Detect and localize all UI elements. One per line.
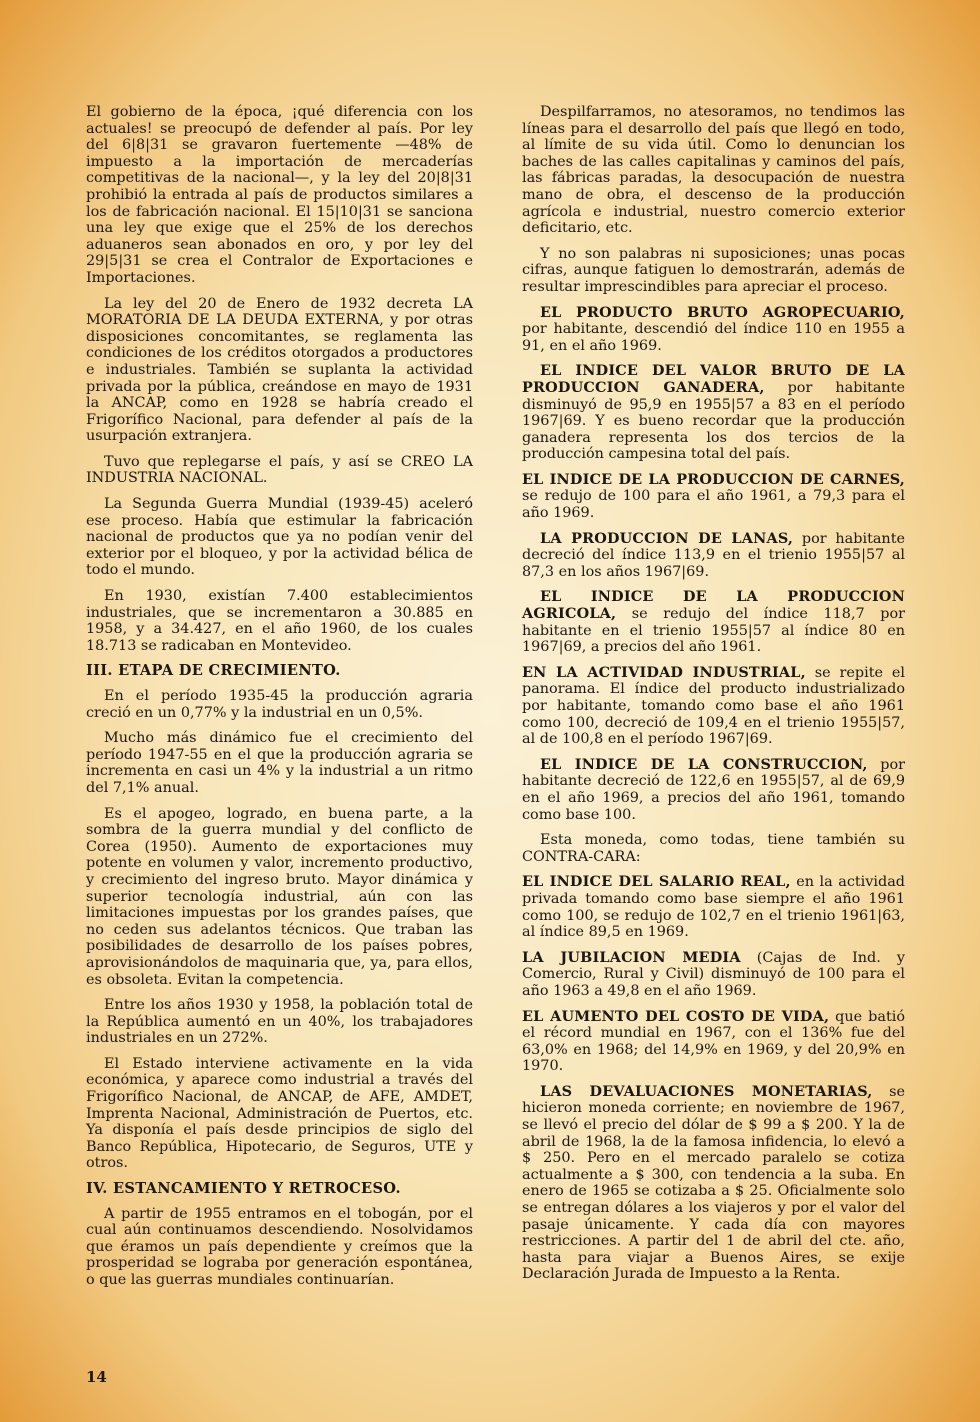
paragraph: El Estado interviene activamente en la vida económica, y aparece como industrial a través del Frigorífico Nacional, de ANCAP, de AFE, AMDET, Imprenta Nacional, Administración de Puertos, etc. Ya disponía el país desde principios de siglo del Banco República, Hipotecario, de Seguros, UTE y otros. bbox=[86, 1055, 473, 1172]
left-column bbox=[86, 104, 473, 1298]
paragraph bbox=[522, 950, 905, 1000]
paragraph: En el período 1935-45 la producción agraria creció en un 0,77% y la industrial en un 0,5%. bbox=[86, 688, 473, 721]
paragraph: La Segunda Guerra Mundial (1939-45) aceleró ese proceso. Había que estimular la fabricación nacional de productos que ya no podían venir del exterior por el bloqueo, y por la actividad bélica de todo el mundo. bbox=[86, 496, 473, 579]
paragraph: A partir de 1955 entramos en el tobogán, por el cual aún continuamos descendiendo. Nosolvidamos que éramos un país dependiente y creímos que la prosperidad se lograba por generación espontánea, o que las guerras mundiales continuarían. bbox=[86, 1205, 473, 1288]
bold-lead: LAS DEVALUACIONES MONETARIAS, bbox=[540, 1082, 873, 1100]
paragraph-text: por habitante decreció del índice 113,9 en el trienio 1955|57 al 87,3 en los años 1967|69. bbox=[522, 530, 905, 580]
paragraph: Y no son palabras ni suposiciones; unas pocas cifras, aunque fatiguen lo demostrarán, además de resultar imprescindibles para apreciar el proceso. bbox=[522, 245, 905, 295]
paragraph: Mucho más dinámico fue el crecimiento del período 1947-55 en el que la producción agraria se incrementa en casi un 4% y la industrial a un ritmo del 7,1% anual. bbox=[86, 730, 473, 796]
bold-lead: EL INDICE DEL VALOR BRUTO DE LA PRODUCCION GANADERA, bbox=[522, 362, 905, 396]
section-heading: IV. ESTANCAMIENTO Y RETROCESO. bbox=[86, 1180, 401, 1198]
bold-lead: EL AUMENTO DEL COSTO DE VIDA, bbox=[522, 1007, 830, 1025]
bold-lead: EL PRODUCTO BRUTO AGROPECUARIO, bbox=[540, 303, 905, 321]
paragraph bbox=[522, 589, 905, 655]
paragraph-text: que batió el récord mundial en 1967, con el 136% fue del 63,0% en 1968; del 14,9% en 1969, y del 20,9% en 1970. bbox=[522, 1008, 905, 1075]
paragraph-text: por habitante decreció de 122,6 en 1955|57, al de 69,9 en el año 1969, a precios del año 1961, tomando como base 100. bbox=[522, 756, 905, 823]
paragraph: Esta moneda, como todas, tiene también su CONTRA-CARA: bbox=[522, 832, 905, 865]
bold-lead: EN LA ACTIVIDAD INDUSTRIAL, bbox=[522, 663, 806, 681]
paragraph-text: se hicieron moneda corriente; en noviembre de 1967, se llevó el precio del dólar de $ 99 a $ 200. Y la de abril de 1968, la de la famosa infidencia, lo elevó a $ 250. Pero en el mercado paralelo se cotiza actualmente a $ 300, con tendencia a la suba. En enero de 1965 se cotizaba a $ 25. Oficialmente solo se entregan dólares a los viajeros y por el valor del pasaje únicamente. Y cada día con mayores restricciones. A partir del 1 de abril del cte. año, hasta para viajar a Buenos Aires, se exije Declaración Jurada de Impuesto a la Renta. bbox=[522, 1083, 905, 1283]
paragraph bbox=[522, 757, 905, 823]
paragraph: El gobierno de la época, ¡qué diferencia con los actuales! se preocupó de defender al país. Por ley del 6|8|31 se gravaron fuertemente —48% de impuesto a la importación de mercaderías competitivas de la nacional—, y la ley del 20|8|31 prohibió la entrada al país de productos similares a los de fabricación nacional. El 15|10|31 se sanciona una ley que exige que el 25% de los derechos aduaneros sean abonados en oro, y por ley del 29|5|31 se crea el Contralor de Exportaciones e Importaciones. bbox=[86, 104, 473, 286]
paragraph bbox=[522, 1009, 905, 1075]
paragraph-text: por habitante disminuyó de 95,9 en 1955|57 a 83 en el período 1967|69. Y es bueno recordar que la producción ganadera representa los dos tercios de la producción campesina total del país. bbox=[522, 379, 905, 463]
bold-lead: EL INDICE DE LA PRODUCCION AGRICOLA, bbox=[522, 588, 905, 623]
paragraph bbox=[522, 363, 905, 463]
paragraph: Es el apogeo, logrado, en buena parte, a la sombra de la guerra mundial y del conflicto de Corea (1950). Aumento de exportaciones muy potente en volumen y valor, incremento productivo, y crecimiento del ingreso bruto. Mayor dinámica y superior tecnología industrial, aún con las limitaciones impuestas por los grandes países, que no ceden sus adelantos técnicos. Que traban las posibilidades de desarrollo de los países pobres, aprovisionándolos de maquinaria que, ya, para ellos, es obsoleta. Evitan la competencia. bbox=[86, 805, 473, 988]
paragraph bbox=[522, 531, 905, 581]
paragraph-text: por habitante, descendió del índice 110 en 1955 a 91, en el año 1969. bbox=[522, 321, 905, 354]
bold-lead: EL INDICE DEL SALARIO REAL, bbox=[522, 873, 791, 891]
bold-lead: LA JUBILACION MEDIA bbox=[522, 948, 741, 966]
paragraph-text: (Cajas de Ind. y Comercio, Rural y Civil) disminuyó de 100 para el año 1963 a 49,8 en el año 1969. bbox=[522, 949, 905, 999]
paragraph: En 1930, existían 7.400 establecimientos industriales, que se incrementaron a 30.885 en 1958, y a 34.427, en el año 1960, de los cuales 18.713 se radicaban en Montevideo. bbox=[86, 588, 473, 654]
paragraph bbox=[522, 665, 905, 748]
paragraph: Despilfarramos, no atesoramos, no tendimos las líneas para el desarrollo del país que llegó en todo, al límite de su vida útil. Como lo denuncian los baches de las calles capitalinas y caminos del país, las fábricas paradas, la desocupación de nuestra mano de obra, el descenso de la producción agrícola e industrial, nuestro comercio exterior deficitario, etc. bbox=[522, 104, 905, 237]
paragraph-text: se redujo de 100 para el año 1961, a 79,3 para el año 1969. bbox=[522, 488, 905, 522]
paragraph-text: en la actividad privada tomando como base siempre el año 1961 como 100, se redujo de 102,7 en el trienio 1961|63, al índice 89,5 en 1969. bbox=[522, 874, 905, 941]
paragraph: La ley del 20 de Enero de 1932 decreta LA MORATORIA DE LA DEUDA EXTERNA, y por otras disposiciones concomitantes, se reglamenta las condiciones de los créditos otorgados a productores e industriales. También se suplanta la actividad privada por la pública, creándose en mayo de 1931 la ANCAP, como en 1928 se habría creado el Frigorífico Nacional, para defender al país de la usurpación extranjera. bbox=[86, 295, 473, 445]
section-heading: III. ETAPA DE CRECIMIENTO. bbox=[86, 662, 341, 680]
paragraph: Tuvo que replegarse el país, y así se CREO LA INDUSTRIA NACIONAL. bbox=[86, 453, 473, 487]
paragraph bbox=[522, 1084, 905, 1283]
paragraph bbox=[522, 874, 905, 940]
paragraph: Entre los años 1930 y 1958, la población total de la República aumentó en un 40%, los trabajadores industriales en un 272%. bbox=[86, 997, 473, 1047]
page-number: 14 bbox=[86, 1368, 107, 1386]
bold-lead: EL INDICE DE LA CONSTRUCCION, bbox=[540, 755, 868, 773]
paragraph bbox=[522, 305, 905, 355]
right-column bbox=[522, 104, 905, 1292]
bold-lead: LA PRODUCCION DE LANAS, bbox=[540, 529, 794, 547]
paragraph-text: se repite el panorama. El índice del producto industrializado por habitante, tomando como base el año 1961 como 100, decreció de 109,4 en el trienio 1955|57, al de 100,8 en el período 1967|69. bbox=[522, 664, 905, 748]
paragraph bbox=[522, 472, 905, 522]
paragraph-text: se redujo del índice 118,7 por habitante en el trienio 1955|57 al índice 80 en 1967|69, a precios del año 1961. bbox=[522, 606, 905, 656]
bold-lead: EL INDICE DE LA PRODUCCION DE CARNES, bbox=[522, 470, 905, 488]
